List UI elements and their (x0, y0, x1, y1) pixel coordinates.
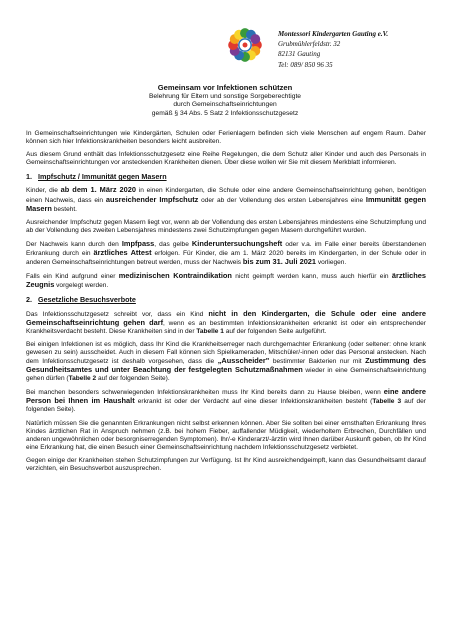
kindergarten-logo-icon (226, 26, 264, 64)
document-body (26, 130, 426, 478)
paragraph: Kinder, die ab dem 1. März 2020 in einen Kindergarten, die Schule oder eine andere Gemeinschaftseinrichtung gehen, benötigen einen Nachweis, dass ein ausreichender Impfschutz oder ab der Vollendung des ersten Lebensjahres eine Immunität gegen Masern besteht. (26, 185, 426, 213)
address-city: 82131 Gauting (278, 50, 321, 59)
section-title: Gesetzliche Besuchsverbote (38, 295, 136, 305)
section-heading-2 (26, 296, 426, 304)
org-name: Montessori Kindergarten Gauting e.V. (278, 30, 389, 38)
subtitle-line: durch Gemeinschaftseinrichtungen (173, 101, 277, 109)
section-title: Impfschutz / Immunität gegen Masern (38, 172, 167, 182)
document-title: Gemeinsam vor Infektionen schützen (157, 83, 293, 92)
paragraph: Der Nachweis kann durch den Impfpass, das gelbe Kinderuntersuchungsheft oder v.a. im Falle einer bereits überstandenen Erkrankung durch ein ärztliches Attest erfolgen. Für Kinder, die am 1. März 2020 bereits im Kindergarten, in der Schule oder in anderen Gemeinschaftseinrichtungen betreut werden, muss der Nachweis bis zum 31. Juli 2021 vorliegen. (26, 238, 426, 267)
intro-paragraph: In Gemeinschaftseinrichtungen wie Kindergärten, Schulen oder Ferienlagern befinden sich viele Menschen auf engem Raum. Daher können sich hier Infektionskrankheiten besonders leicht ausbreiten. (26, 130, 426, 146)
address-block (278, 29, 448, 70)
paragraph: Bei einigen Infektionen ist es möglich, dass Ihr Kind die Krankheitserreger nach durchgemachter Erkrankung (oder seltener: ohne krank gewesen zu sein) ausscheidet. Auch in diesem Fall können sich Spielkameraden, Mitschüler/-innen oder das Personal anstecken. Nach dem Infektionsschutzgesetz ist deshalb vorgesehen, dass die „Ausscheider" bestimmter Bakterien nur mit Zustimmung des Gesundheitsamtes und unter Beachtung der festgelegten Schutzmaßnahmen wieder in eine Gemeinschaftseinrichtung gehen dürfen (Tabelle 2 auf der folgenden Seite). (26, 340, 426, 383)
section-number: 2. (26, 295, 32, 305)
document-heading (60, 84, 390, 118)
subtitle-line: gemäß § 34 Abs. 5 Satz 2 Infektionsschutzgesetz (151, 109, 299, 117)
section-heading-1 (26, 173, 426, 181)
address-phone: Tel: 089/ 850 96 35 (278, 60, 333, 69)
subtitle-line: Belehrung für Eltern und sonstige Sorgeberechtigte (148, 92, 302, 100)
paragraph: Bei manchen besonders schwerwiegenden Infektionskrankheiten muss Ihr Kind bereits dann zu Hause bleiben, wenn eine andere Person bei Ihnen im Haushalt erkrankt ist oder der Verdacht auf eine dieser Infektionskrankheiten besteht (Tabelle 3 auf der folgenden Seite). (26, 387, 427, 414)
paragraph: Natürlich müssen Sie die genannten Erkrankungen nicht selbst erkennen können. Aber Sie sollten bei einer ernsthaften Erkrankung Ihres Kindes ärztlichen Rat in Anspruch nehmen (z.B. bei hohem Fieber, auffallender Müdigkeit, wiederholtem Erbrechen, Durchfällen und anderen ungewöhnlichen oder besorgniserregenden Symptomen). Ihr/-e Kinderarzt/-ärztin wird Ihnen darüber Auskunft geben, ob Ihr Kind eine Erkrankung hat, die einen Besuch einer Gemeinschaftseinrichtung nachdem Infektionsschutzgesetz verbietet. (26, 419, 426, 451)
logo-petal (250, 34, 260, 44)
paragraph: Falls ein Kind aufgrund einer medizinischen Kontraindikation nicht geimpft werden kann, muss auch hierfür ein ärztliches Zeugnis vorgelegt werden. (26, 271, 426, 290)
section-number: 1. (26, 172, 32, 182)
paragraph: Ausreichender Impfschutz gegen Masern liegt vor, wenn ab der Vollendung des ersten Lebensjahres mindestens eine Schutzimpfung und ab der Vollendung des zweiten Lebensjahres mindestens zwei Schutzimpfungen gegen Masern durchgeführt wurden. (26, 218, 426, 234)
paragraph: Das Infektionsschutzgesetz schreibt vor, dass ein Kind nicht in den Kindergarten, die Schule oder eine andere Gemeinschaftseinrichtung gehen darf, wenn es an bestimmten Infektionskrankheiten erkrankt ist oder ein entsprechender Krankheitsverdacht besteht. Diese Krankheiten sind in der Tabelle 1 auf der folgenden Seite aufgeführt. (26, 308, 426, 335)
intro-paragraph: Aus diesem Grund enthält das Infektionsschutzgesetz eine Reihe Regelungen, die dem Schutz aller Kinder und auch des Personals in Gemeinschaftseinrichtungen vor ansteckenden Krankheiten dienen. Über diese wollen wir Sie mit diesem Merkblatt informieren. (26, 151, 426, 167)
address-street: Grubmühlerfeldstr. 32 (278, 40, 341, 49)
paragraph: Gegen einige der Krankheiten stehen Schutzimpfungen zur Verfügung. Ist Ihr Kind ausreichendgeimpft, kann das Gesundheitsamt darauf verzichten, ein Besuchsverbot auszusprechen. (26, 456, 426, 472)
